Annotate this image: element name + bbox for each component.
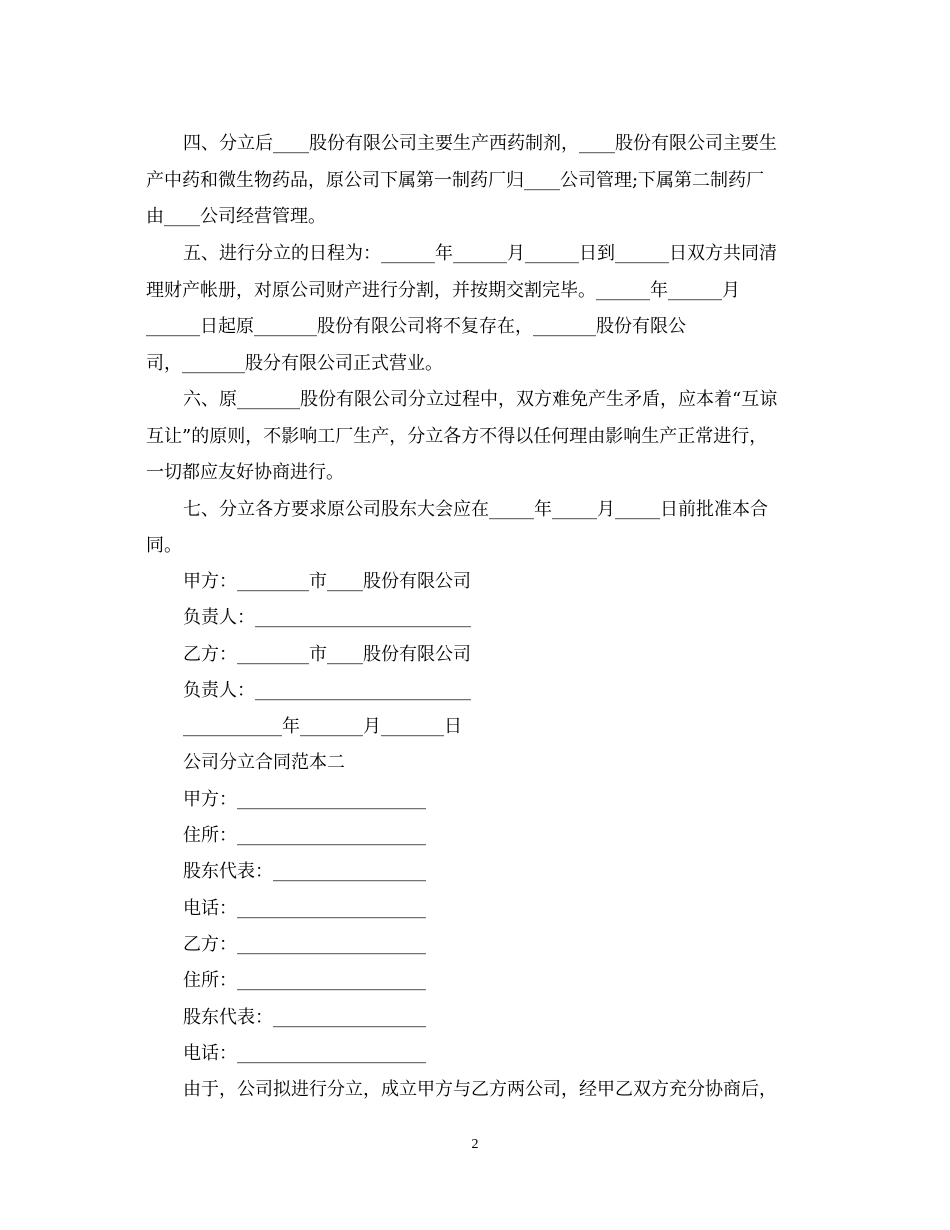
clause-4-line-2: 产中药和微生物药品，原公司下属第一制药厂归____公司管理;下属第二制药厂 (146, 170, 765, 191)
party-b-responsible-line: 负责人：________________________ (183, 680, 471, 701)
clause-4-line-3: 由____公司经营管理。 (146, 206, 326, 227)
party-b-field: 乙方：_____________________ (183, 934, 426, 955)
party-a-phone-field: 电话：_____________________ (183, 898, 426, 919)
clause-5-line-3: ______日起原_______股份有限公司将不复存在，_______股份有限公 (146, 316, 686, 337)
page-number: 2 (471, 1137, 479, 1152)
party-b-line: 乙方：________市____股份有限公司 (183, 644, 471, 665)
party-b-phone-field: 电话：_____________________ (183, 1043, 426, 1064)
clause-6-line-2: 互让”的原则，不影响工厂生产，分立各方不得以任何理由影响生产正常进行， (146, 426, 768, 447)
party-a-line: 甲方：________市____股份有限公司 (183, 571, 471, 592)
party-a-field: 甲方：_____________________ (183, 789, 426, 810)
clause-5-line-2: 理财产帐册，对原公司财产进行分割，并按期交割完毕。______年______月 (146, 280, 740, 301)
party-a-responsible-line: 负责人：________________________ (183, 607, 471, 628)
clause-6-line-3: 一切都应友好协商进行。 (146, 462, 344, 483)
section-title: 公司分立合同范本二 (183, 752, 345, 773)
clause-7-line-2: 同。 (146, 535, 182, 556)
party-a-representative-field: 股东代表：_________________ (183, 861, 426, 882)
clause-7-line-1: 七、分立各方要求原公司股东大会应在_____年_____月_____日前批准本合 (183, 499, 768, 520)
preamble-line: 由于，公司拟进行分立，成立甲方与乙方两公司，经甲乙双方充分协商后， (183, 1079, 777, 1100)
date-line: ___________年_______月_______日 (183, 716, 462, 737)
clause-6-line-1: 六、原_______股份有限公司分立过程中，双方难免产生矛盾，应本着“互谅 (183, 389, 778, 410)
party-b-representative-field: 股东代表：_________________ (183, 1007, 426, 1028)
clause-4-line-1: 四、分立后____股份有限公司主要生产西药制剂，____股份有限公司主要生 (183, 133, 777, 154)
party-b-address-field: 住所：_____________________ (183, 970, 426, 991)
clause-5-line-4: 司，_______股分有限公司正式营业。 (146, 353, 443, 374)
clause-5-line-1: 五、进行分立的日程为：______年______月______日到______日双方共同清 (183, 243, 777, 264)
party-a-address-field: 住所：_____________________ (183, 825, 426, 846)
